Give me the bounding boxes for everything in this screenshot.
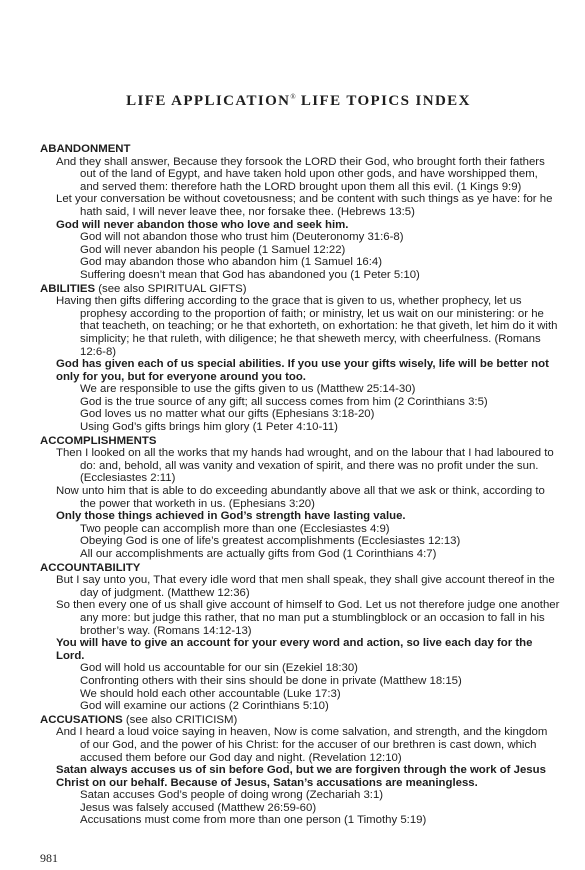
list-item: Satan accuses God’s people of doing wrong (Zechariah 3:1) bbox=[80, 789, 384, 802]
title-rest: LIFE TOPICS INDEX bbox=[295, 93, 471, 109]
list-item: God will examine our actions (2 Corinthians 5:10) bbox=[80, 700, 329, 713]
topic-heading bbox=[40, 283, 560, 296]
topic-title: ACCUSATIONS bbox=[40, 713, 123, 726]
list-item: Accusations must come from more than one person (1 Timothy 5:19) bbox=[80, 814, 427, 827]
verse-text: And I heard a loud voice saying in heaven, Now is come salvation, and strength, and the kingdom of our God, and the power of his Christ: for the accuser of our brethren is cast down, which accused them before our God day and night. bbox=[56, 726, 548, 764]
list-item: We are responsible to use the gifts given to us (Matthew 25:14-30) bbox=[80, 383, 416, 396]
verse bbox=[56, 295, 560, 358]
topic-summary: Satan always accuses us of sin before God, but we are forgiven through the work of Jesus Christ on our behalf. Because of Jesus, Satan’s accusations are meaningless. bbox=[56, 764, 546, 789]
list-item: God is the true source of any gift; all success comes from him (2 Corinthians 3:5) bbox=[80, 395, 488, 408]
page-title bbox=[0, 93, 585, 110]
list-item: Suffering doesn’t mean that God has abandoned you (1 Peter 5:10) bbox=[80, 268, 420, 281]
verse-reference: (Ecclesiastes 2:11) bbox=[80, 472, 176, 485]
verse-text: Then I looked on all the works that my hands had wrought, and on the labour that I had laboured to do: and, behold, all was vanity and vexation of spirit, and there was no profit under the sun. bbox=[56, 447, 554, 472]
topic-heading bbox=[40, 435, 560, 448]
verse bbox=[56, 726, 560, 764]
topic-abandonment bbox=[40, 143, 560, 282]
verse-text: Having then gifts differing according to the grace that is given to us, whether prophecy, let us prophesy according to the proportion of faith; or ministry, let us wait on our ministering: or he that teacheth, on teaching; or he that exhorteth, on exhortation: he that giveth, let him do it with simplicity; he that ruleth, with diligence; he that sheweth mercy, with cheerfulness. bbox=[56, 295, 558, 345]
topic-title: ABILITIES bbox=[40, 282, 96, 295]
list-item: We should hold each other accountable (Luke 17:3) bbox=[80, 687, 341, 700]
topic-heading bbox=[40, 714, 560, 727]
verse-reference: (Revelation 12:10) bbox=[305, 751, 402, 764]
verse bbox=[56, 193, 560, 218]
verse-text: Let your conversation be without covetousness; and be content with such things as ye have: for he hath said, I will never leave thee, nor forsake thee. bbox=[56, 193, 553, 218]
verse-text: But I say unto you, That every idle word that men shall speak, they shall give account thereof in the day of judgment. bbox=[56, 574, 555, 599]
verse-reference: (Romans 14:12-13) bbox=[150, 624, 252, 637]
topic-summary: Only those things achieved in God’s strength have lasting value. bbox=[56, 510, 406, 523]
verse-text: And they shall answer, Because they forsook the LORD their God, who brought forth their fathers out of the land of Egypt, and have taken hold upon other gods, and have worshipped them, and served them: therefore hath the LORD brought upon them all this evil. bbox=[56, 155, 545, 193]
title-main: LIFE APPLICATION bbox=[126, 93, 291, 109]
verse bbox=[56, 447, 560, 485]
verse bbox=[56, 156, 560, 194]
topic-heading bbox=[40, 562, 560, 575]
topic-summary: God has given each of us special abilities. If you use your gifts wisely, life will be better not only for you, but for everyone around you too. bbox=[56, 358, 549, 383]
topic-title: ACCOUNTABILITY bbox=[40, 561, 141, 574]
list-item: All our accomplishments are actually gifts from God (1 Corinthians 4:7) bbox=[80, 548, 437, 560]
see-also: (see also SPIRITUAL GIFTS) bbox=[95, 282, 247, 295]
list-item: God loves us no matter what our gifts (Ephesians 3:18-20) bbox=[80, 408, 375, 421]
page-number: 981 bbox=[40, 851, 58, 865]
topic-accountability bbox=[40, 562, 560, 713]
list-item: Two people can accomplish more than one (Ecclesiastes 4:9) bbox=[80, 522, 390, 535]
topic-summary: You will have to give an account for your every word and action, so live each day for the Lord. bbox=[56, 637, 533, 662]
list-item: God will hold us accountable for our sin (Ezekiel 18:30) bbox=[80, 662, 358, 675]
see-also: (see also CRITICISM) bbox=[122, 713, 238, 726]
list-item: God will never abandon his people (1 Samuel 12:22) bbox=[80, 243, 346, 256]
topic-accusations bbox=[40, 714, 560, 827]
verse bbox=[56, 574, 560, 599]
verse-reference: (Matthew 12:36) bbox=[164, 586, 250, 599]
topic-summary: God will never abandon those who love and seek him. bbox=[56, 218, 349, 231]
list-item: Obeying God is one of life’s greatest accomplishments (Ecclesiastes 12:13) bbox=[80, 535, 461, 548]
list-item: God will not abandon those who trust him (Deuteronomy 31:6-8) bbox=[80, 231, 404, 244]
list-item: Confronting others with their sins should be done in private (Matthew 18:15) bbox=[80, 674, 462, 687]
list-item: Using God’s gifts brings him glory (1 Peter 4:10-11) bbox=[80, 421, 338, 434]
topic-heading bbox=[40, 143, 560, 156]
topic-abilities bbox=[40, 283, 560, 434]
topic-title: ACCOMPLISHMENTS bbox=[40, 434, 157, 447]
registered-mark: ® bbox=[290, 93, 296, 101]
verse-text: So then every one of us shall give account of himself to God. Let us not therefore judge one another any more: but judge this rather, that no man put a stumblingblock or an occasion to fall in his brother’s way. bbox=[56, 599, 560, 637]
list-item: Jesus was falsely accused (Matthew 26:59-60) bbox=[80, 801, 317, 814]
verse-reference: (1 Kings 9:9) bbox=[453, 180, 522, 193]
topic-accomplishments bbox=[40, 435, 560, 561]
verse bbox=[56, 599, 560, 637]
verse-reference: (Ephesians 3:20) bbox=[225, 497, 315, 510]
verse-text: Now unto him that is able to do exceeding abundantly above all that we ask or think, according to the power that worketh in us. bbox=[56, 485, 545, 510]
list-item: God may abandon those who abandon him (1 Samuel 16:4) bbox=[80, 256, 383, 269]
verse-reference: (Hebrews 13:5) bbox=[333, 205, 415, 218]
topics-index bbox=[40, 143, 560, 828]
verse bbox=[56, 485, 560, 510]
verse-reference: (Romans 12:6-8) bbox=[80, 332, 541, 358]
topic-title: ABANDONMENT bbox=[40, 143, 131, 155]
